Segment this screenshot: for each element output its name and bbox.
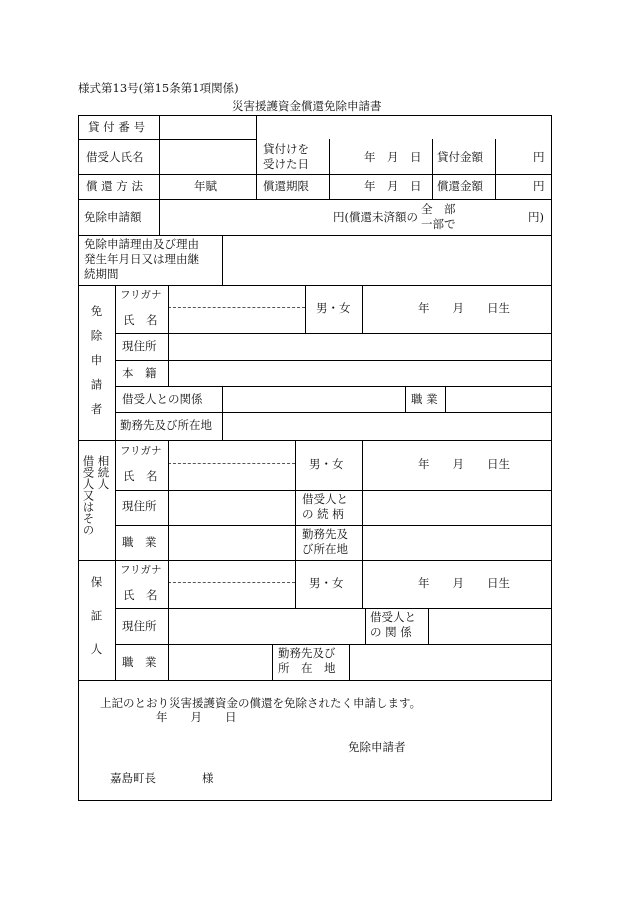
heir-section-label: 借受人又はその — [81, 455, 96, 536]
guarantor-name-label: 氏 名 — [123, 588, 158, 602]
row-line — [78, 680, 552, 681]
row-line — [115, 386, 552, 387]
col-line — [405, 386, 406, 412]
col-line — [222, 386, 223, 440]
yen-unit: 円 — [533, 150, 545, 164]
applicant-address-label: 現住所 — [122, 339, 157, 353]
heir-address-label: 現住所 — [122, 499, 157, 513]
exempt-amount-yen: 円(償還未済額の — [333, 210, 418, 224]
exempt-part-option[interactable]: 一部で — [421, 217, 456, 231]
heir-occupation-label: 職 業 — [122, 535, 157, 549]
applicant-domicile-label: 本 籍 — [122, 366, 157, 380]
col-line — [115, 285, 116, 680]
row-line — [115, 490, 552, 491]
loan-date-value[interactable]: 年 月 日 — [364, 150, 422, 164]
application-date[interactable]: 年 月 日 — [156, 710, 237, 724]
loan-date-label: 貸付けを — [263, 142, 309, 156]
applicant-workplace-label: 勤務先及び所在地 — [120, 418, 212, 432]
col-line — [495, 139, 496, 199]
repay-amount-label: 償還金額 — [437, 179, 483, 193]
applicant-birthdate[interactable]: 年 月 日生 — [418, 301, 510, 315]
row-line — [115, 333, 552, 334]
row-line — [78, 199, 552, 200]
col-line — [272, 644, 273, 680]
applicant-occupation-label: 職 業 — [411, 392, 438, 406]
repay-method-label: 償 還 方 法 — [86, 179, 143, 193]
guarantor-workplace-label: 所 在 地 — [278, 661, 336, 675]
row-line — [78, 285, 552, 286]
heir-furigana-label: フリガナ — [120, 445, 162, 457]
row-line — [115, 608, 552, 609]
applicant-name-label: 氏 名 — [123, 313, 158, 327]
loan-number-field[interactable] — [160, 116, 255, 138]
col-line — [362, 560, 363, 608]
exempt-amount-label: 免除申請額 — [84, 210, 142, 224]
col-line — [329, 139, 330, 199]
col-line — [445, 386, 446, 412]
form-title: 災害援護資金償還免除申請書 — [232, 99, 382, 113]
row-line — [115, 525, 552, 526]
declaration-text: 上記のとおり災害援護資金の償還を免除されたく申請します。 — [100, 696, 422, 710]
loan-number-label: 貸 付 番 号 — [88, 120, 145, 134]
guarantor-relation-label: 借受人と — [370, 610, 416, 624]
repay-deadline-label: 償還期限 — [263, 179, 309, 193]
col-line — [168, 285, 169, 386]
addressee: 嘉島町長 様 — [110, 771, 214, 785]
col-line — [362, 285, 363, 333]
row-line — [115, 412, 552, 413]
col-line — [362, 440, 363, 560]
furigana-divider — [168, 307, 305, 308]
guarantor-gender[interactable]: 男・女 — [309, 576, 344, 590]
row-line — [115, 644, 552, 645]
heir-birthdate[interactable]: 年 月 日生 — [418, 457, 510, 471]
form-number: 様式第13号(第15条第1項関係) — [78, 81, 239, 95]
guarantor-furigana-label: フリガナ — [120, 564, 162, 576]
heir-workplace-label: 勤務先及 — [302, 527, 348, 541]
guarantor-occupation-label: 職 業 — [122, 655, 157, 669]
guarantor-workplace-label: 勤務先及び — [278, 646, 336, 660]
col-line — [432, 139, 433, 199]
furigana-divider — [168, 463, 295, 464]
loan-date-label: 受けた日 — [263, 157, 309, 171]
borrower-name-field[interactable] — [160, 140, 255, 173]
reason-label: 続期間 — [84, 267, 119, 281]
heir-relation-label: 借受人と — [302, 492, 348, 506]
guarantor-birthdate[interactable]: 年 月 日生 — [418, 576, 510, 590]
col-line — [168, 440, 169, 560]
reason-label: 免除申請理由及び理由 — [84, 237, 199, 251]
applicant-section-label: 免除申請者 — [89, 305, 104, 428]
heir-relation-label: の 続 柄 — [302, 507, 344, 521]
guarantor-relation-label: の 関 係 — [370, 625, 412, 639]
col-line — [159, 199, 160, 235]
row-line — [78, 440, 552, 441]
row-line — [78, 560, 552, 561]
guarantor-section-label: 保証人 — [89, 576, 104, 677]
yen-unit: 円 — [533, 179, 545, 193]
reason-field[interactable] — [223, 236, 551, 284]
col-line — [295, 560, 296, 608]
col-line — [295, 440, 296, 560]
col-line — [349, 644, 350, 680]
heir-workplace-label: び所在地 — [302, 542, 348, 556]
col-line — [256, 115, 257, 199]
applicant-gender[interactable]: 男・女 — [316, 301, 351, 315]
row-line — [78, 174, 552, 175]
heir-section-label: 相続人 — [96, 455, 111, 490]
col-line — [428, 608, 429, 644]
reason-label: 発生年月日又は理由継 — [84, 252, 199, 266]
exempt-all-option[interactable]: 全 部 — [421, 202, 456, 216]
heir-name-label: 氏 名 — [123, 469, 158, 483]
col-line — [305, 285, 306, 333]
repay-deadline-value[interactable]: 年 月 日 — [364, 179, 422, 193]
applicant-furigana-label: フリガナ — [120, 289, 162, 301]
col-line — [168, 560, 169, 680]
repay-method-value: 年賦 — [194, 179, 217, 193]
applicant-signature-label: 免除申請者 — [348, 740, 406, 754]
col-line — [365, 608, 366, 644]
loan-amount-label: 貸付金額 — [437, 150, 483, 164]
heir-gender[interactable]: 男・女 — [309, 457, 344, 471]
furigana-divider — [168, 582, 295, 583]
exempt-tail-yen: 円) — [528, 210, 544, 224]
applicant-relation-label: 借受人との関係 — [122, 392, 203, 406]
guarantor-address-label: 現住所 — [122, 619, 157, 633]
row-line — [115, 360, 552, 361]
borrower-name-label: 借受人氏名 — [86, 150, 144, 164]
